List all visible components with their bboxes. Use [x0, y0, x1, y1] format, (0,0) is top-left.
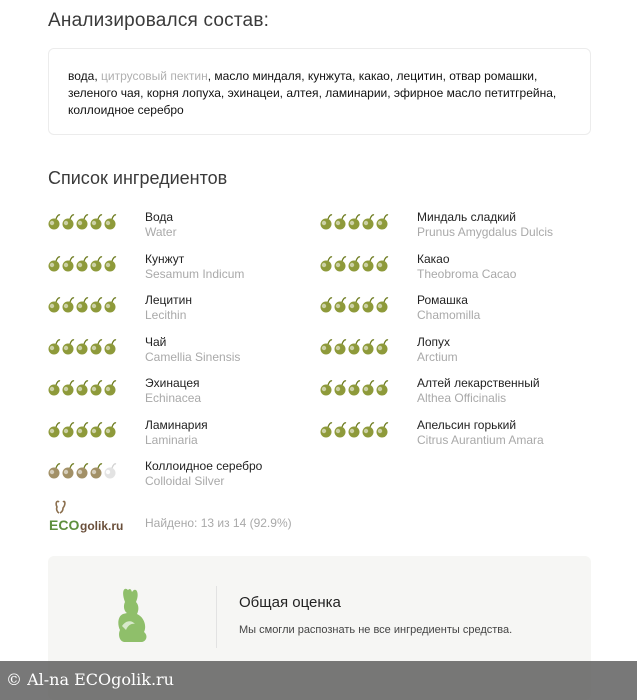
rating-dot-icon — [377, 298, 389, 313]
copyright-watermark — [0, 661, 637, 700]
watermark-text: © Al-na ECOgolik.ru — [6, 670, 174, 689]
rating-dot-icon — [363, 298, 375, 313]
ingredient-latin-name: Althea Officinalis — [417, 391, 507, 405]
rating-dot-icon — [363, 215, 375, 230]
composition-part: , — [318, 86, 326, 100]
rating-dot-icon — [349, 381, 361, 396]
safety-rating-dots — [48, 338, 118, 356]
safety-rating-dots — [320, 421, 390, 439]
rating-dot-icon — [77, 339, 89, 354]
composition-part: какао — [358, 69, 390, 83]
ingredient-name: Апельсин горький — [417, 417, 517, 432]
composition-part: коллоидное серебро — [68, 103, 184, 117]
rating-dot-icon — [77, 256, 89, 271]
composition-part: , — [352, 69, 359, 83]
rating-dot-icon — [91, 422, 103, 437]
rating-dot-icon — [91, 256, 103, 271]
rating-dot-icon — [321, 339, 333, 354]
safety-rating-dots — [48, 255, 118, 273]
rating-dot-icon — [77, 215, 89, 230]
ingredient-latin-name: Theobroma Cacao — [417, 266, 517, 281]
rating-dot-icon — [49, 215, 61, 230]
composition-part: лецитин — [396, 69, 443, 83]
ingredient-name: Какао — [417, 251, 450, 266]
rating-dot-icon — [63, 339, 75, 354]
ingredient-latin-name: Sesamum Indicum — [145, 266, 245, 281]
ingredients-heading: Список ингредиентов — [48, 168, 228, 188]
composition-part: , — [207, 69, 215, 83]
ingredient-latin-name: Laminaria — [145, 432, 198, 447]
rating-dot-icon — [377, 339, 389, 354]
ingredient-name: Лецитин — [145, 293, 192, 307]
ecogolik-logo — [48, 500, 132, 536]
rating-dot-icon — [349, 256, 361, 271]
composition-part: кунжута — [307, 69, 353, 83]
card-divider — [216, 586, 217, 648]
composition-part: эхинацеи — [227, 86, 280, 100]
ingredient-name: Эхинацея — [145, 376, 200, 390]
composition-part: , — [442, 69, 450, 83]
safety-rating-dots — [48, 462, 118, 480]
rating-dot-icon — [77, 464, 89, 479]
rating-dot-icon — [63, 298, 75, 313]
composition-part: , — [279, 86, 287, 100]
ingredient-latin-name: Colloidal Silver — [145, 474, 225, 488]
rating-dot-icon — [105, 215, 117, 230]
rating-dot-icon — [63, 381, 75, 396]
rating-dot-icon — [63, 215, 75, 230]
composition-part: , — [387, 86, 394, 100]
rating-dot-icon — [49, 339, 61, 354]
rating-dot-icon — [105, 464, 117, 479]
composition-part: отвар ромашки — [449, 69, 534, 83]
rating-dot-icon — [49, 256, 61, 271]
rating-dot-icon — [349, 339, 361, 354]
composition-part: масло миндаля — [214, 69, 302, 83]
ingredient-latin-name: Citrus Aurantium Amara — [417, 432, 544, 447]
logo-eco-text: ECO — [49, 517, 80, 533]
safety-rating-dots — [320, 213, 390, 231]
ingredient-latin-name: Water — [145, 225, 177, 239]
rating-dot-icon — [91, 298, 103, 313]
composition-part: ламинарии — [325, 86, 388, 100]
rating-dot-icon — [91, 339, 103, 354]
logo-rest-text: golik.ru — [80, 519, 124, 533]
rating-dot-icon — [349, 298, 361, 313]
rating-dot-icon — [105, 381, 117, 396]
ingredient-name: Ламинария — [145, 417, 208, 432]
rating-dot-icon — [377, 256, 389, 271]
rating-dot-icon — [105, 339, 117, 354]
rating-dot-icon — [335, 298, 347, 313]
rating-title: Общая оценка — [239, 594, 341, 611]
rating-dot-icon — [321, 256, 333, 271]
composition-part-unrecognized: цитрусовый пектин — [101, 69, 208, 83]
rating-dot-icon — [363, 256, 375, 271]
ingredient-name: Ромашка — [417, 293, 468, 307]
rating-dot-icon — [321, 422, 333, 437]
safety-rating-dots — [320, 338, 390, 356]
rating-dot-icon — [335, 381, 347, 396]
rating-dot-icon — [377, 381, 389, 396]
ingredient-latin-name: Arctium — [417, 349, 458, 364]
safety-rating-dots — [320, 255, 390, 273]
rating-dot-icon — [63, 256, 75, 271]
rating-dot-icon — [335, 339, 347, 354]
rating-dot-icon — [349, 215, 361, 230]
safety-rating-dots — [48, 379, 118, 397]
ingredient-name: Чай — [145, 334, 167, 349]
ingredient-name: Миндаль сладкий — [417, 210, 516, 224]
safety-rating-dots — [48, 421, 118, 439]
rating-dot-icon — [91, 464, 103, 479]
ingredient-latin-name: Prunus Amygdalus Dulcis — [417, 225, 554, 239]
safety-rating-dots — [320, 296, 390, 314]
composition-part: , — [552, 86, 557, 100]
rating-dot-icon — [363, 422, 375, 437]
ingredient-name: Алтей лекарственный — [417, 376, 540, 390]
rating-dot-icon — [49, 464, 61, 479]
safety-rating-dots — [48, 213, 118, 231]
rating-dot-icon — [363, 381, 375, 396]
rating-dot-icon — [335, 256, 347, 271]
rating-dot-icon — [77, 298, 89, 313]
bunny-icon — [108, 586, 156, 646]
ingredient-name: Коллоидное серебро — [145, 459, 263, 473]
safety-rating-dots — [48, 296, 118, 314]
rating-dot-icon — [349, 422, 361, 437]
composition-part: , — [389, 69, 397, 83]
rating-dot-icon — [377, 215, 389, 230]
rating-dot-icon — [63, 422, 75, 437]
composition-part: , — [301, 69, 308, 83]
composition-list — [48, 48, 591, 135]
rating-dot-icon — [105, 256, 117, 271]
rating-dot-icon — [335, 215, 347, 230]
rating-dot-icon — [105, 422, 117, 437]
composition-heading: Анализировался состав: — [48, 10, 270, 31]
rating-dot-icon — [49, 381, 61, 396]
rating-dot-icon — [77, 422, 89, 437]
found-count: Найдено: 13 из 14 (92.9%) — [145, 516, 292, 530]
composition-part: , — [220, 86, 228, 100]
ingredient-name: Кунжут — [145, 251, 185, 266]
logo-rabbit-icon — [56, 501, 65, 513]
rating-dot-icon — [335, 422, 347, 437]
rating-dot-icon — [105, 298, 117, 313]
composition-part: , — [533, 69, 538, 83]
composition-part: зеленого чая — [68, 86, 141, 100]
safety-rating-dots — [320, 379, 390, 397]
rating-dot-icon — [91, 381, 103, 396]
rating-dot-icon — [91, 215, 103, 230]
ingredient-latin-name: Echinacea — [145, 391, 202, 405]
composition-part: алтея — [286, 86, 319, 100]
rating-dot-icon — [321, 381, 333, 396]
composition-part: эфирное масло петитгрейна — [393, 86, 553, 100]
rating-dot-icon — [49, 298, 61, 313]
composition-part: , — [140, 86, 147, 100]
ingredient-latin-name: Camellia Sinensis — [145, 349, 241, 364]
composition-part: корня лопуха — [146, 86, 221, 100]
ingredient-name: Вода — [145, 210, 174, 224]
rating-dot-icon — [363, 339, 375, 354]
ingredient-latin-name: Lecithin — [145, 308, 187, 322]
ingredient-name: Лопух — [417, 334, 451, 349]
composition-part: вода — [68, 69, 95, 83]
composition-part: , — [94, 69, 101, 83]
rating-dot-icon — [77, 381, 89, 396]
ingredient-latin-name: Chamomilla — [417, 308, 481, 322]
rating-dot-icon — [49, 422, 61, 437]
rating-text: Мы смогли распознать не все ингредиенты средства. — [239, 624, 513, 636]
rating-dot-icon — [63, 464, 75, 479]
rating-dot-icon — [377, 422, 389, 437]
rating-dot-icon — [321, 298, 333, 313]
rating-dot-icon — [321, 215, 333, 230]
